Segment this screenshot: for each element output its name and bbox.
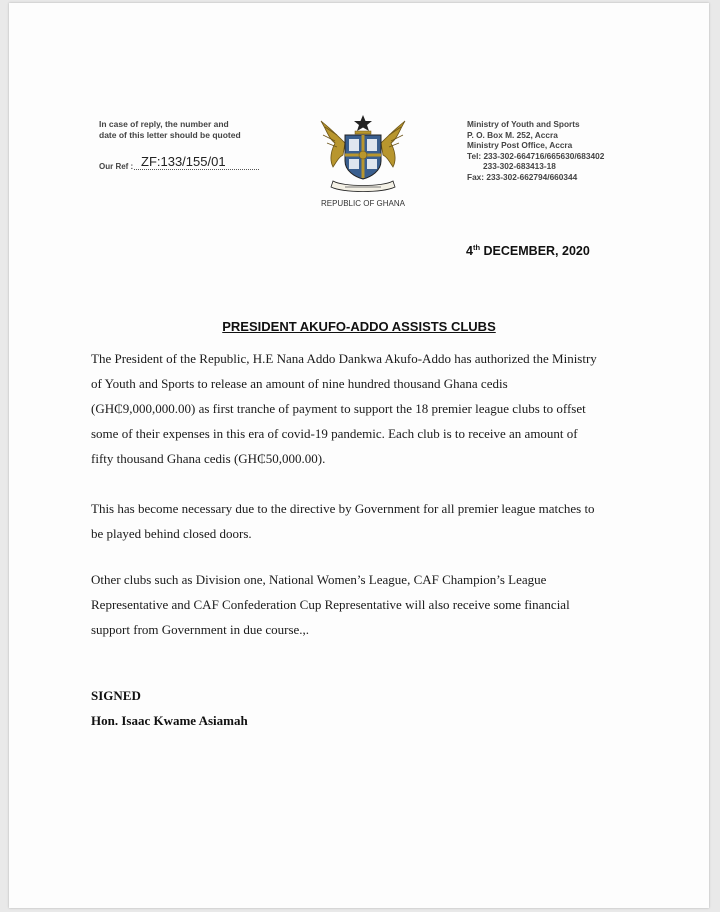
letter-date — [466, 243, 590, 258]
body-line: This has become necessary due to the directive by Government for all premier league matches to — [91, 501, 595, 516]
ref-dotted-line — [134, 169, 259, 170]
signature-block — [91, 683, 248, 733]
address-line: 233-302-683413-18 — [483, 161, 556, 172]
date-day: 4 — [466, 244, 473, 258]
address-line: Ministry of Youth and Sports — [467, 119, 580, 129]
letter-body — [91, 346, 651, 642]
body-line: some of their expenses in this era of covid-19 pandemic. Each club is to receive an amount of — [91, 426, 578, 441]
date-suffix: th — [472, 243, 481, 252]
letter-page — [9, 3, 709, 908]
body-line: of Youth and Sports to release an amount of nine hundred thousand Ghana cedis — [91, 376, 508, 391]
ministry-address — [467, 119, 667, 183]
emblem-caption: REPUBLIC OF GHANA — [320, 199, 405, 208]
reference-row — [99, 153, 279, 173]
signatory-name: Hon. Isaac Kwame Asiamah — [91, 713, 248, 728]
reply-note-line: In case of reply, the number and — [99, 119, 229, 129]
body-line: Representative and CAF Confederation Cup Representative will also receive some financial — [91, 597, 570, 612]
body-paragraph-2 — [91, 496, 651, 546]
body-line: The President of the Republic, H.E Nana Addo Dankwa Akufo-Addo has authorized the Ministry — [91, 351, 597, 366]
ref-label: Our Ref : — [99, 162, 134, 171]
body-line: fifty thousand Ghana cedis (GH₵50,000.00). — [91, 451, 326, 466]
ref-value: ZF:133/155/01 — [141, 154, 226, 169]
letter-title — [9, 319, 709, 334]
signed-label: SIGNED — [91, 688, 141, 703]
reply-note-line: date of this letter should be quoted — [99, 130, 241, 140]
body-line: (GH₵9,000,000.00) as first tranche of payment to support the 18 premier league clubs to offset — [91, 401, 586, 416]
body-line: Other clubs such as Division one, National Women’s League, CAF Champion’s League — [91, 572, 547, 587]
body-line: be played behind closed doors. — [91, 526, 252, 541]
letter-title-text: PRESIDENT AKUFO-ADDO ASSISTS CLUBS — [222, 319, 496, 334]
address-line: Ministry Post Office, Accra — [467, 140, 573, 151]
body-paragraph-1 — [91, 346, 651, 471]
address-line: P. O. Box M. 252, Accra — [467, 129, 558, 140]
address-line: Tel: 233-302-664716/665630/683402 — [467, 150, 605, 161]
address-line: Fax: 233-302-662794/660344 — [467, 171, 578, 182]
date-rest: DECEMBER, 2020 — [480, 244, 590, 258]
reply-note — [99, 119, 279, 141]
body-paragraph-3 — [91, 567, 651, 642]
ghana-coat-of-arms-icon — [315, 113, 411, 195]
body-line: support from Government in due course.,. — [91, 622, 310, 637]
